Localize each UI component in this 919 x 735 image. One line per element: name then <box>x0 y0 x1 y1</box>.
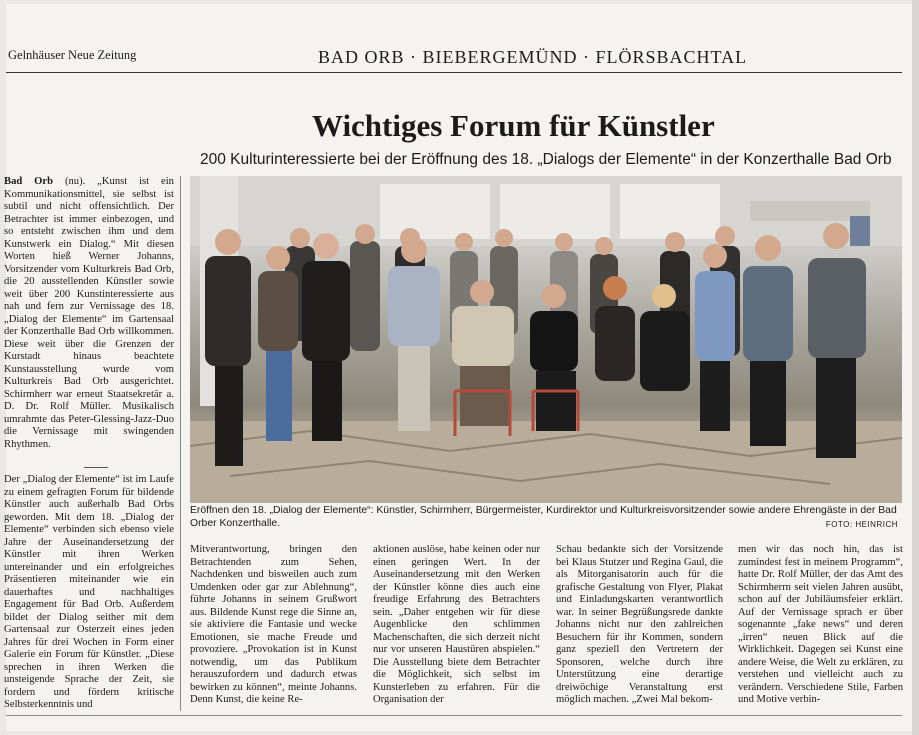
article-text-1: (nu). „Kunst ist ein Kommunikationsmittel, sie selbst ist subtil und nicht offensichtlich. Der Betrachter ist immer einbezogen, und so entsteht zwischen ihm und dem Kunstwerk ein Dialog.“ Mit diesen Worten hieß Werner Johanns, Vorsitzender vom Kulturkreis Bad Orb, die 20 ausstellenden Künstler sowie weit über 200 Kunstinteressierte aus nah und fern zur Vernissage des 18. „Dialog der Elemente“ im Gartensaal der Konzerthalle Bad Orb willkommen. Diese weit über die Grenzen der Kurstadt hinaus beachtete Kunstausstellung wurde vom Kulturkreis Bad Orb ausgerichtet. Schirmherr war erneut Staatsekretär a. D. Dr. Rolf Müller. Musikalisch umrahmte das Peter-Glessing-Jazz-Duo die Vernissage mit swingenden Rhythmen. <box>4 176 174 450</box>
bottom-rule <box>6 715 902 716</box>
masthead-rule <box>6 72 902 73</box>
paper-name: Gelnhäuser Neue Zeitung <box>8 48 137 62</box>
article-text-2: Der „Dialog der Elemente“ ist im Laufe zu einem gefragten Forum für bildende Künstler auch außerhalb Bad Orbs geworden. Mit dem 18. „Dialog der Elemente“ verbinden sich ebenso viele Jahre der Auseinandersetzung der Künstler mit ihren Werken untereinander und ein erfolgreiches Präsentieren miteinander wie ein dauerhaftes und nachhaltiges Engagement für Bad Orb. Außerdem bildet der Dialog seither mit dem Gartensaal zur Osterzeit eines jeden Jahres für drei Wochen in Form einer Galerie ein Forum für Künstler. „Diese sprechen in ihren Werken die unsteigende Sprache der Zeit, sie fordern und fördern kritische Selbsterkenntnis und <box>4 474 174 710</box>
article-column-2 <box>190 544 357 712</box>
article-subheadline: 200 Kulturinteressierte bei der Eröffnung des 18. „Dialogs der Elemente“ in der Konzerthalle Bad Orb <box>200 151 892 168</box>
section-title: BAD ORB · BIEBERGEMÜND · FLÖRSBACHTAL <box>318 47 748 67</box>
article-column-1 <box>4 176 174 466</box>
article-text-5: Schau bedankte sich der Vorsitzende bei Klaus Stutzer und Regina Gaul, die als Mitorganisatorin auch für die grafische Gestaltung von Flyer, Plakat und Einladungskarten verantwortlich war. In seiner Begrüßungsrede dankte Johanns nicht nur den zahlreichen Besuchern für ihr Kommen, sondern ganz speziell den Vertretern der Sponsoren, welche durch ihre Unterstützung eine derartige dreiwöchige Veranstaltung erst möglich machen. „Zwei Mal bekom- <box>556 544 723 705</box>
paragraph-separator <box>84 467 108 468</box>
article-column-1-continued <box>4 474 174 710</box>
article-column-3 <box>373 544 540 712</box>
article-column-5 <box>738 544 903 712</box>
article-text-6: men wir das noch hin, das ist zumindest fest in meinem Programm“, hatte Dr. Rolf Müller, der das Amt des Schirmherrn seit vielen Jahren ausübt, schon auf der Jubiläumsfeier erklärt. Auf der Vernissage sprach er über sogenannte „fake news“ und deren „irren“ neuen Blick auf die Wirklichkeit. Dagegen sei Kunst eine andere Weise, die Welt zu erklären, zu verstehen und vielleicht auch zu verändern. Verschiedene Stile, Farben und Motive verbin- <box>738 544 903 705</box>
article-column-4 <box>556 544 723 712</box>
article-text-4: aktionen auslöse, habe keinen oder nur einen geringen Wert. In der Auseinandersetzung mit den Werken der Künstler könne dies auch eine freudige Erfahrung des Betrachters sein. „Daher entgehen wir für diese Augenblicke den schlimmen Machenschaften, die sich derzeit nicht nur vor unseren Haustüren abspielen.“ Die Ausstellung biete dem Betrachter die Möglichkeit, sich selbst im Kunsterleben zu erfahren. Für die Organisation der <box>373 544 540 705</box>
article-text-3: Mitverantwortung, bringen den Betrachtenden zum Sehen, Nachdenken und bisweilen auch zum Umdenken oder gar zur Ablehnung“, führte Johanns in seinem Grußwort aus. Bildende Kunst rege die Sinne an, sie aktiviere die Fantasie und wecke Emotionen, sie mache Freude und provoziere. „Provokation ist in Kunst notwendig, um das Publikum herauszufordern und dadurch etwas bewirken zu können“, meinte Johanns. Denn Kunst, die keine Re- <box>190 544 357 705</box>
group-photo-illustration <box>190 176 902 503</box>
dateline: Bad Orb <box>4 176 54 187</box>
column-rule <box>180 176 181 711</box>
page-edge <box>912 0 919 735</box>
photo-caption-text: Eröffnen den 18. „Dialog der Elemente“: Künstler, Schirmherr, Bürgermeister, Kurdirektor und Kulturkreisvorsitzender sowie andere Ehrengäste in der Bad Orber Konzerthalle. <box>190 505 897 529</box>
photo-credit: FOTO: HEINRICH <box>825 520 898 529</box>
group-photo <box>190 176 902 503</box>
photo-caption <box>190 505 902 530</box>
article-headline: Wichtiges Forum für Künstler <box>312 108 715 143</box>
